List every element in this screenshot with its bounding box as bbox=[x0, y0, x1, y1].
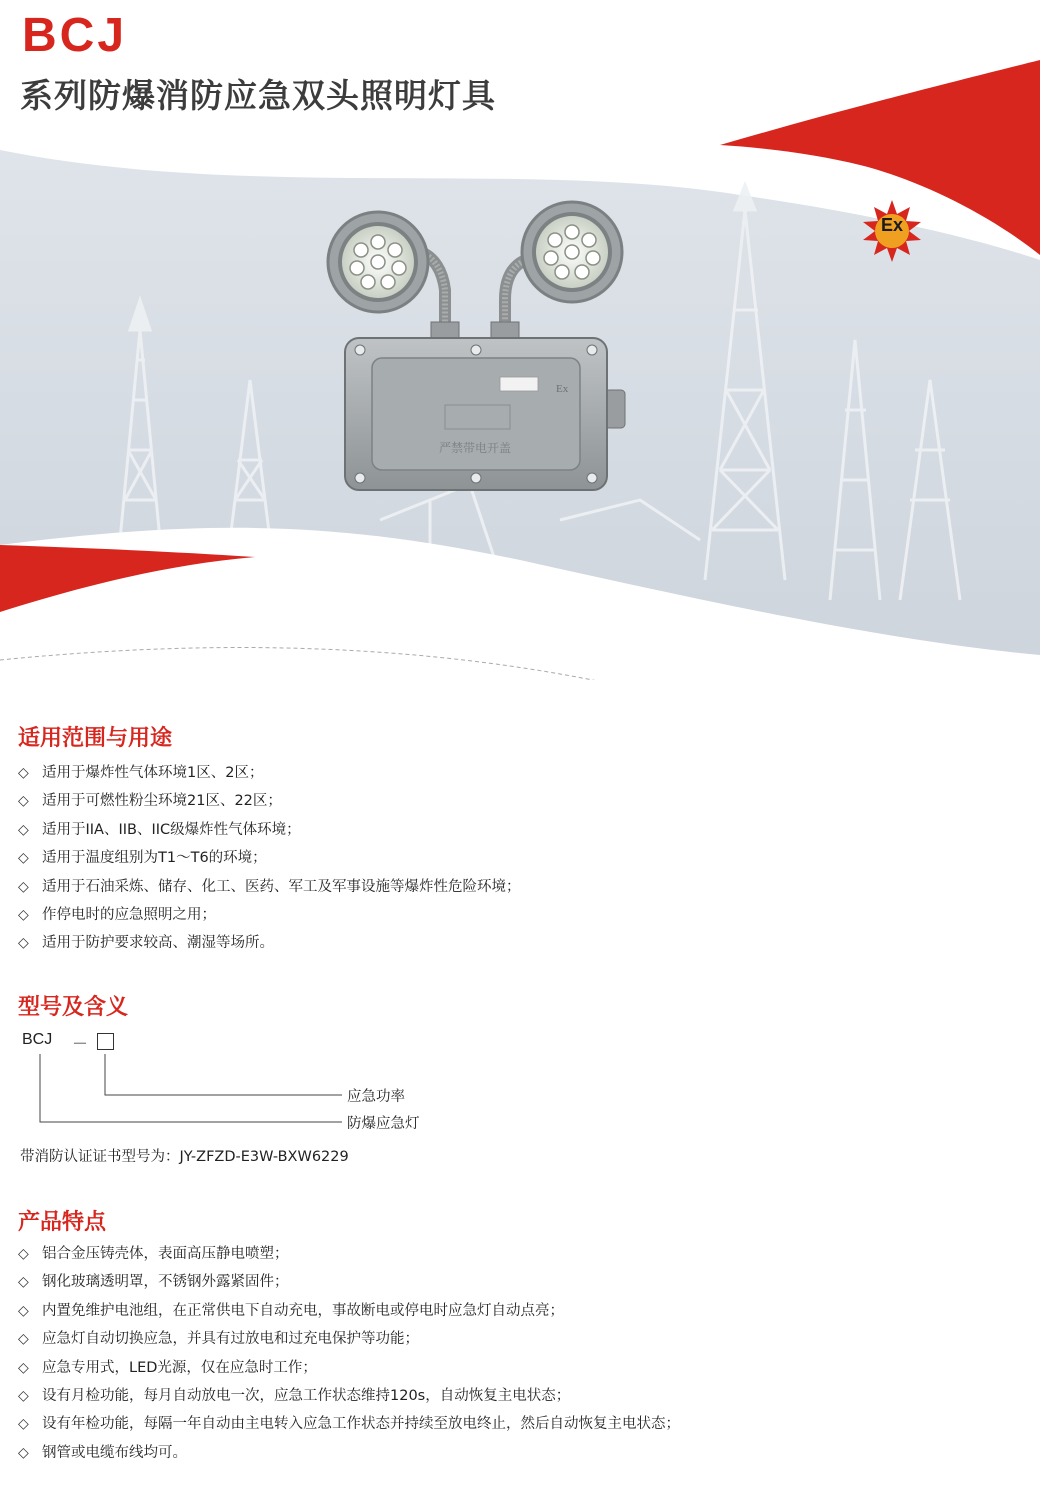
diamond-bullet-icon: ◇ bbox=[18, 935, 29, 952]
label-explosion-proof-light: 防爆应急灯 bbox=[347, 1116, 420, 1132]
diamond-bullet-icon: ◇ bbox=[18, 1302, 29, 1319]
diamond-bullet-icon: ◇ bbox=[18, 793, 29, 810]
model-leader-lines bbox=[0, 1025, 520, 1140]
list-item: ◇ 应急灯自动切换应急，并具有过放电和过充电保护等功能； bbox=[18, 1325, 680, 1353]
model-dash: － bbox=[72, 1034, 89, 1053]
diamond-bullet-icon: ◇ bbox=[18, 850, 29, 867]
list-item: ◇ 钢管或电缆布线均可。 bbox=[18, 1439, 680, 1467]
list-item: ◇ 设有月检功能，每月自动放电一次，应急工作状态维持120s，自动恢复主电状态； bbox=[18, 1382, 680, 1410]
list-item: ◇ 适用于爆炸性气体环境1区、2区； bbox=[18, 759, 521, 787]
diamond-bullet-icon: ◇ bbox=[18, 1387, 29, 1404]
list-item: ◇ 作停电时的应急照明之用； bbox=[18, 901, 521, 929]
diamond-bullet-icon: ◇ bbox=[18, 1331, 29, 1348]
list-item: ◇ 适用于石油采炼、储存、化工、医药、军工及军事设施等爆炸性危险环境； bbox=[18, 873, 521, 901]
list-item: ◇ 适用于IIA、IIB、IIC级爆炸性气体环境； bbox=[18, 816, 521, 844]
list-item: ◇ 内置免维护电池组，在正常供电下自动充电，事故断电或停电时应急灯自动点亮； bbox=[18, 1297, 680, 1325]
section-title-features: 产品特点 bbox=[18, 1210, 107, 1235]
list-item: ◇ 应急专用式，LED光源，仅在应急时工作； bbox=[18, 1354, 680, 1382]
diamond-bullet-icon: ◇ bbox=[18, 878, 29, 895]
model-code: BCJ bbox=[22, 1031, 53, 1048]
certificate-text: 带消防认证证书型号为：JY-ZFZD-E3W-BXW6229 bbox=[20, 1149, 349, 1165]
list-item: ◇ 适用于温度组别为T1～T6的环境； bbox=[18, 844, 521, 872]
model-diagram bbox=[0, 1025, 520, 1140]
housing-ex-mark: Ex bbox=[556, 383, 569, 395]
diamond-bullet-icon: ◇ bbox=[18, 821, 29, 838]
list-item: ◇ 铝合金压铸壳体，表面高压静电喷塑； bbox=[18, 1240, 680, 1268]
diamond-bullet-icon: ◇ bbox=[18, 1274, 29, 1291]
nameplate-text: 严禁带电开盖 bbox=[438, 441, 512, 455]
list-item: ◇ 适用于可燃性粉尘环境21区、22区； bbox=[18, 787, 521, 815]
list-item: ◇ 设有年检功能，每隔一年自动由主电转入应急工作状态并持续至放电终止，然后自动恢复主电状态； bbox=[18, 1410, 680, 1438]
section-title-scope: 适用范围与用途 bbox=[18, 726, 173, 751]
label-emergency-power: 应急功率 bbox=[347, 1089, 405, 1105]
list-item: ◇ 钢化玻璃透明罩，不锈钢外露紧固件； bbox=[18, 1268, 680, 1296]
diamond-bullet-icon: ◇ bbox=[18, 906, 29, 923]
ex-mark-label: Ex bbox=[880, 215, 904, 235]
diamond-bullet-icon: ◇ bbox=[18, 1444, 29, 1461]
list-item: ◇ 适用于防护要求较高、潮湿等场所。 bbox=[18, 929, 521, 957]
diamond-bullet-icon: ◇ bbox=[18, 1359, 29, 1376]
features-list bbox=[18, 1240, 680, 1467]
page-title: 系列防爆消防应急双头照明灯具 bbox=[20, 76, 496, 115]
diamond-bullet-icon: ◇ bbox=[18, 765, 29, 781]
brand-name: BCJ bbox=[22, 9, 128, 62]
diamond-bullet-icon: ◇ bbox=[18, 1246, 29, 1262]
left-lamp-head bbox=[328, 212, 428, 312]
section-title-model: 型号及含义 bbox=[18, 995, 129, 1020]
right-lamp-head bbox=[522, 202, 622, 302]
control-box bbox=[345, 338, 607, 490]
diamond-bullet-icon: ◇ bbox=[18, 1416, 29, 1433]
scope-list bbox=[18, 759, 521, 958]
